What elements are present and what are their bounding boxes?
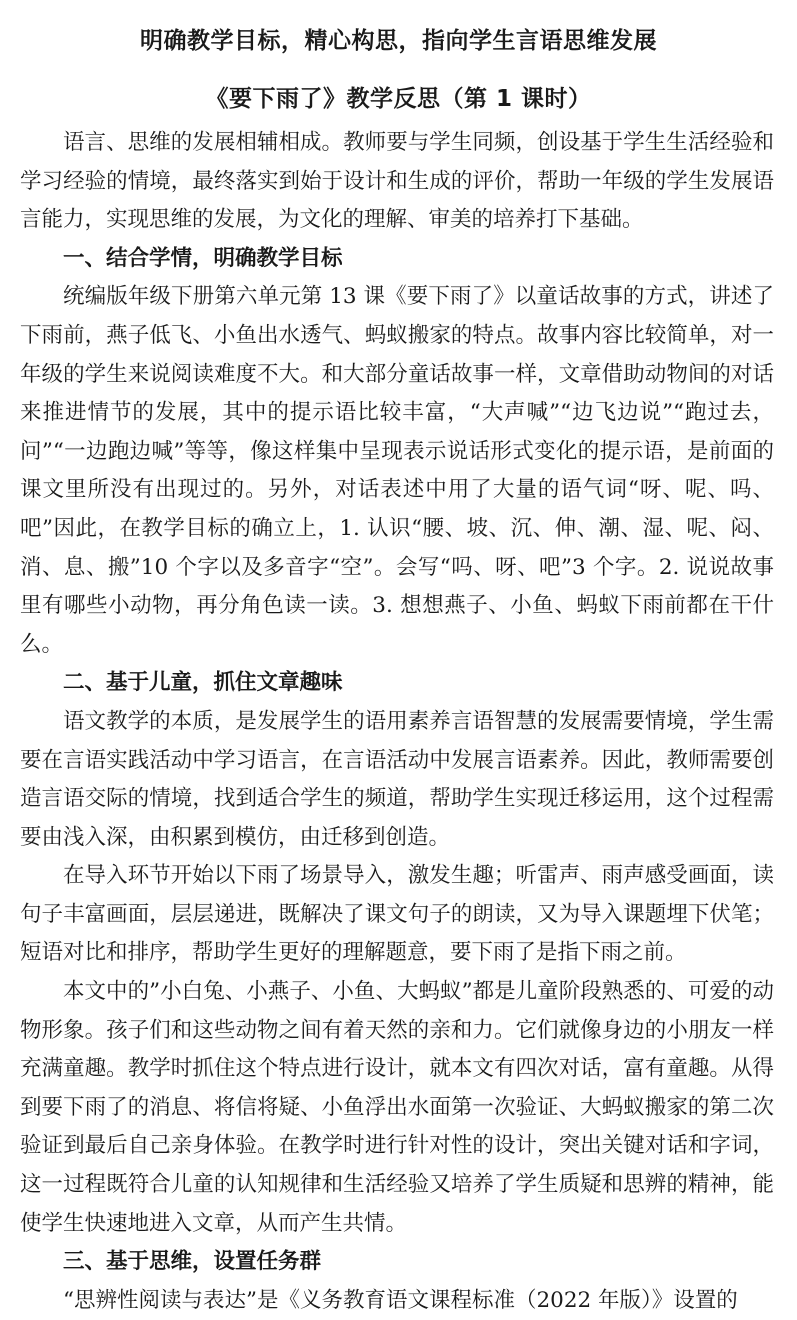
section-2-paragraph-3: 本文中的”小白兔、小燕子、小鱼、大蚂蚁”都是儿童阶段熟悉的、可爱的动物形象。孩子们和这些动物之间有着天然的亲和力。它们就像身边的小朋友一样充满童趣。教学时抓住这个特点进行设计，就本文有四次对话，富有童趣。从得到要下雨了的消息、将信将疑、小鱼浮出水面第一次验证、大蚂蚁搬家的第二次验证到最后自己亲身体验。在教学时进行针对性的设计，突出关键对话和字词，这一过程既符合儿童的认知规律和生活经验又培养了学生质疑和思辨的精神，能使学生快速地进入文章，从而产生共情。 — [20, 979, 774, 1236]
section-3-paragraph: “思辨性阅读与表达”是《义务教育语文课程标准（2022 年版）》设置的 — [63, 1287, 738, 1313]
section-2-paragraph-2: 在导入环节开始以下雨了场景导入，激发生趣；听雷声、雨声感受画面，读句子丰富画面，层层递进，既解决了课文句子的朗读，又为导入课题埋下伏笔；短语对比和排序，帮助学生更好的理解题意，要下雨了是指下雨之前。 — [20, 863, 774, 966]
section-2-heading: 二、基于儿童，抓住文章趣味 — [63, 670, 343, 696]
intro-paragraph: 语言、思维的发展相辅相成。教师要与学生同频，创设基于学生生活经验和学习经验的情境，最终落实到始于设计和生成的评价，帮助一年级的学生发展语言能力，实现思维的发展，为文化的理解、审美的培养打下基础。 — [20, 130, 774, 233]
document-subtitle: 《要下雨了》教学反思（第 1 课时） — [205, 86, 592, 112]
section-1-heading: 一、结合学情，明确教学目标 — [63, 245, 343, 271]
document-title: 明确教学目标，精心构思，指向学生言语思维发展 — [140, 28, 657, 54]
section-2-paragraph-1: 语文教学的本质，是发展学生的语用素养言语智慧的发展需要情境，学生需要在言语实践活动中学习语言，在言语活动中发展言语素养。因此，教师需要创造言语交际的情境，找到适合学生的频道，帮助学生实现迁移运用，这个过程需要由浅入深，由积累到模仿，由迁移到创造。 — [20, 708, 774, 850]
section-1-paragraph: 统编版年级下册第六单元第 13 课《要下雨了》以童话故事的方式，讲述了下雨前，燕子低飞、小鱼出水透气、蚂蚁搬家的特点。故事内容比较简单，对一年级的学生来说阅读难度不大。和大部分童话故事一样，文章借助动物间的对话来推进情节的发展，其中的提示语比较丰富，“大声喊”“边飞边说”“跑过去，问”“一边跑边喊”等等，像这样集中呈现表示说话形式变化的提示语，是前面的课文里所没有出现过的。另外，对话表述中用了大量的语气词“呀、呢、吗、吧”因此，在教学目标的确立上，1. 认识“腰、坡、沉、伸、潮、湿、呢、闷、消、息、搬”10 个字以及多音字“空”。会写“吗、呀、吧”3 个字。2. 说说故事里有哪些小动物，再分角色读一读。3. 想想燕子、小鱼、蚂蚁下雨前都在干什么。 — [20, 284, 774, 657]
section-3-heading: 三、基于思维，设置任务群 — [63, 1249, 322, 1275]
document-body — [20, 124, 774, 1320]
